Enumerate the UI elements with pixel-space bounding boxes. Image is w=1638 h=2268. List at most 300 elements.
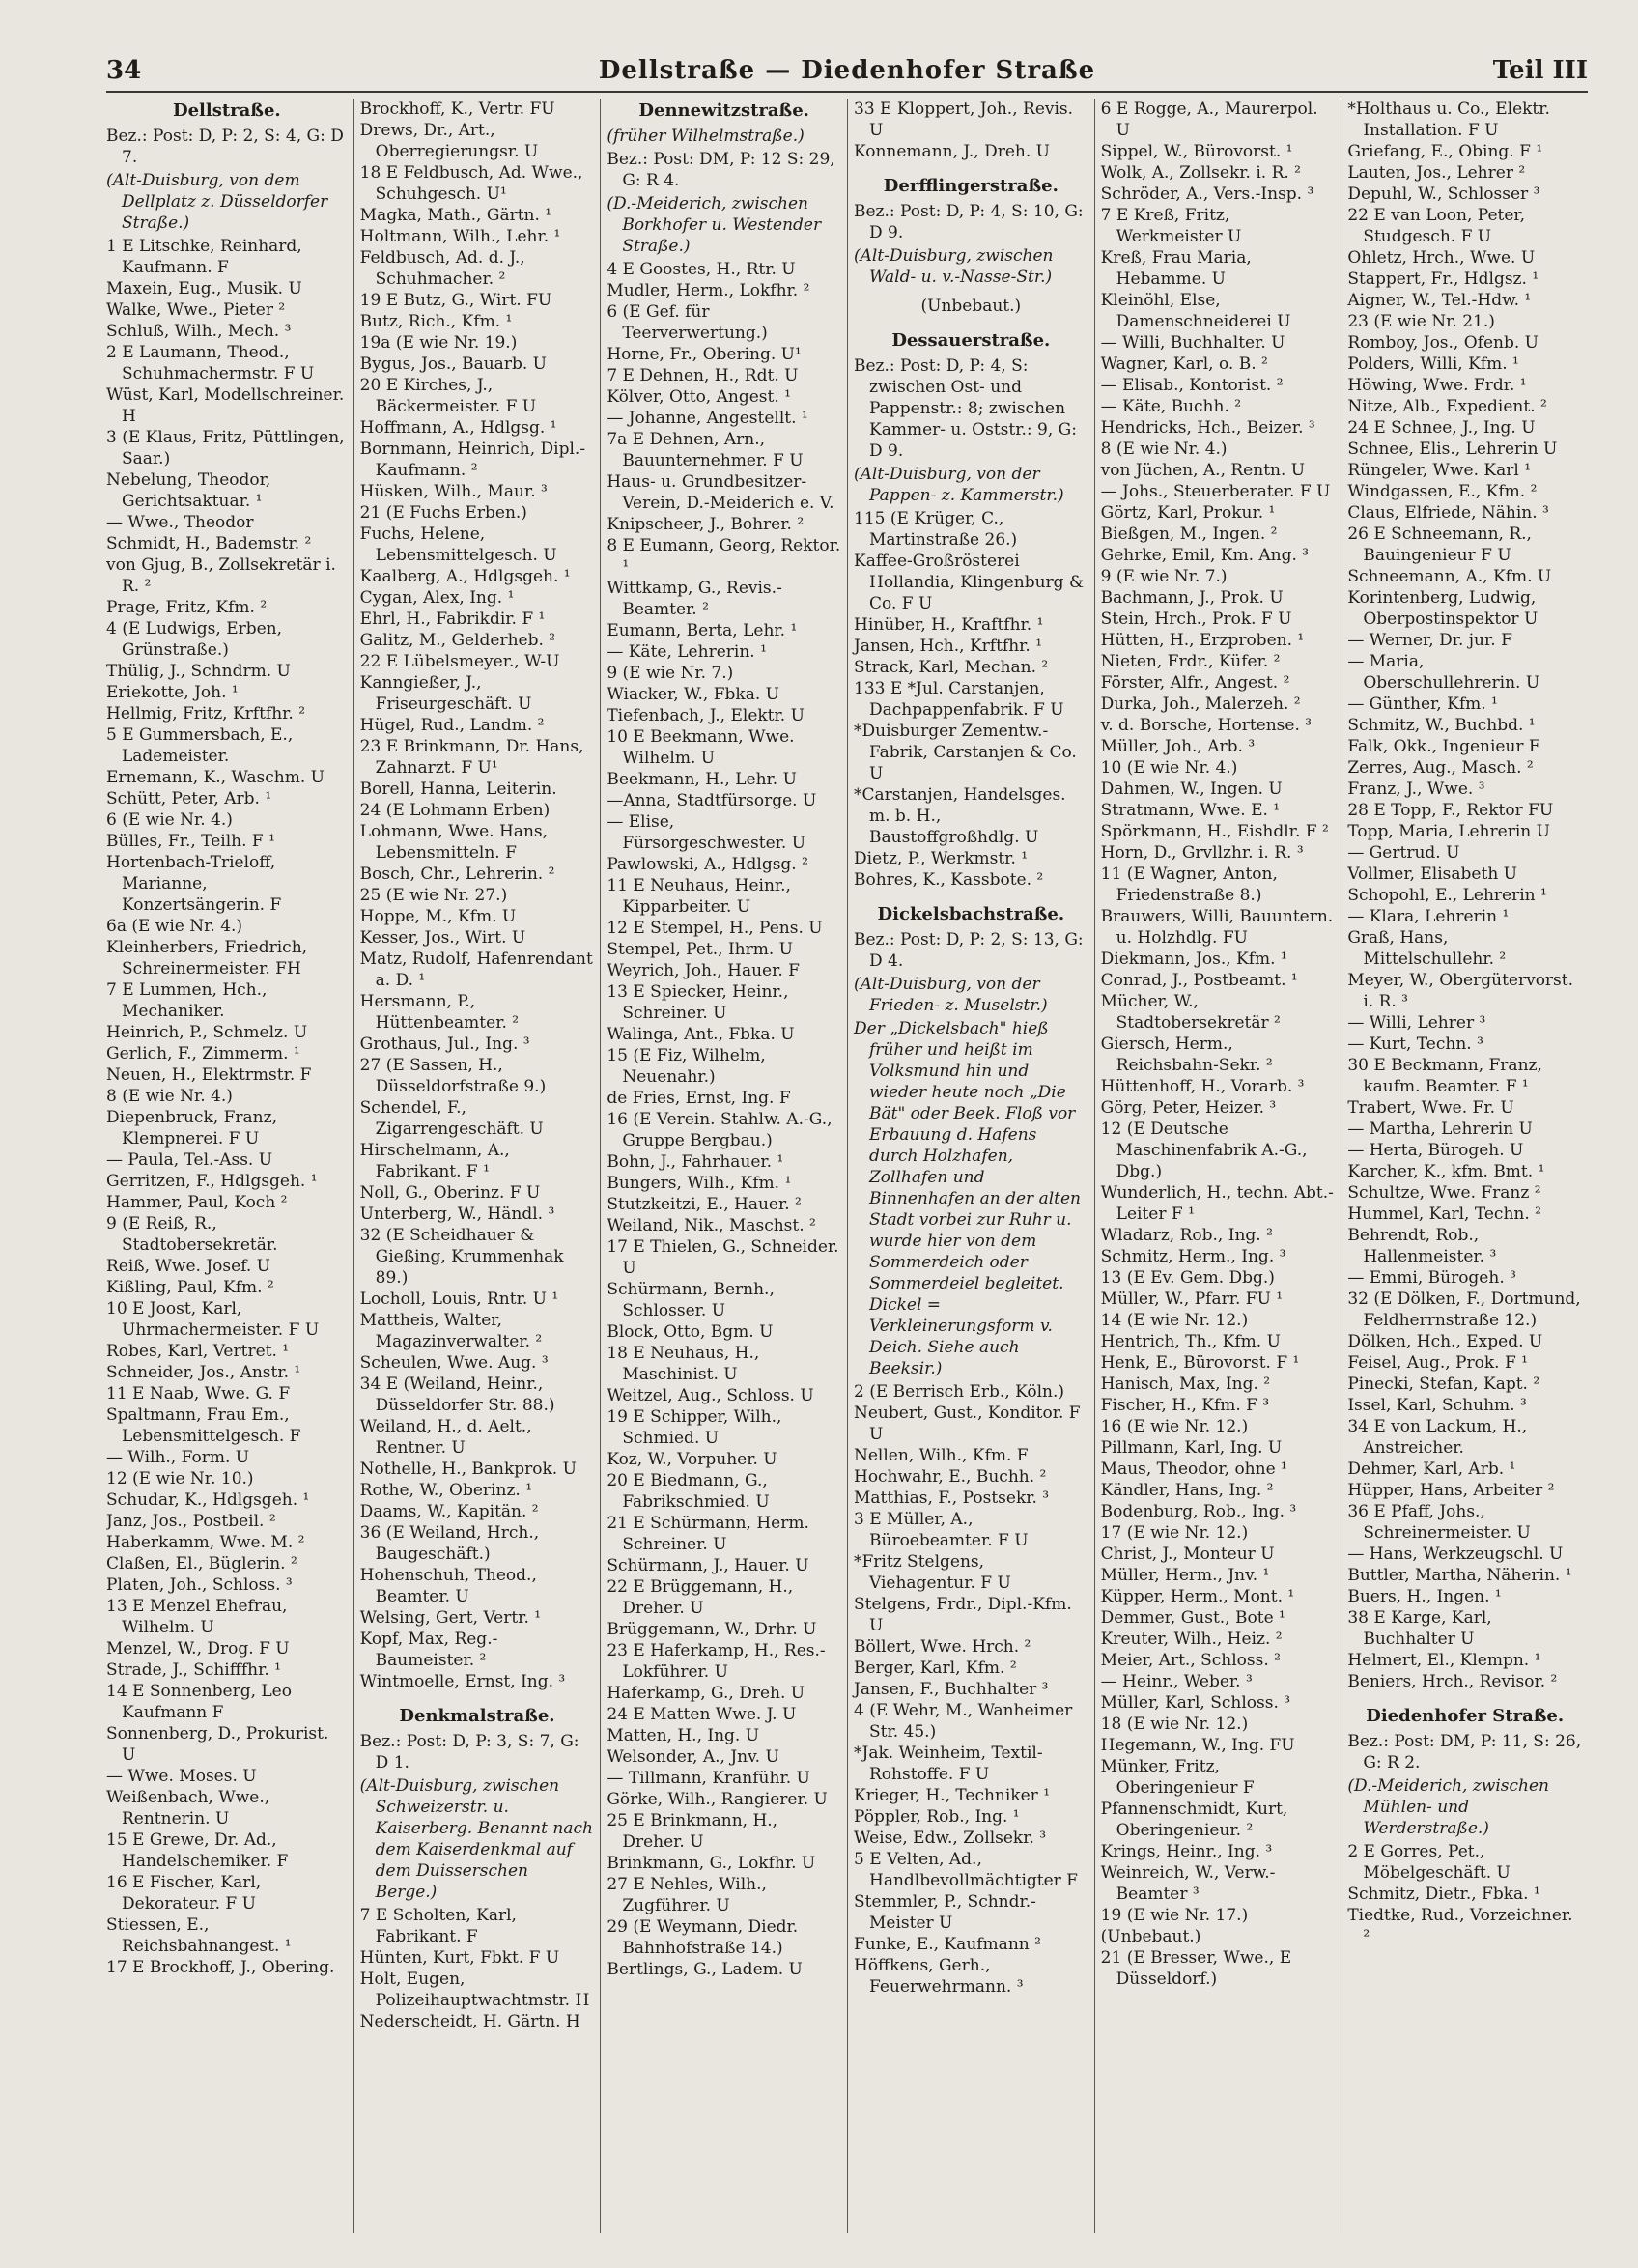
directory-entry: Schnee, Elis., Lehrerin U [1347,439,1558,459]
street-note: (früher Wilhelmstraße.) [607,127,805,146]
directory-entry: Böllert, Wwe. Hrch. ² [854,1637,1031,1657]
directory-entry: Block, Otto, Bgm. U [607,1322,774,1342]
directory-entry: Buers, H., Ingen. ¹ [1347,1587,1502,1606]
directory-entry: Magka, Math., Gärtn. ¹ [359,206,552,225]
directory-entry: Hendricks, Hch., Beizer. ³ [1100,418,1315,438]
directory-entry: Müller, W., Pfarr. FU ¹ [1100,1290,1284,1309]
directory-entry: Depuhl, W., Schlosser ³ [1347,184,1540,204]
directory-entry: Eumann, Berta, Lehr. ¹ [607,621,798,640]
directory-entry: 38 E Karge, Karl, Buchhalter U [1347,1608,1492,1649]
directory-entry: 4 (E Ludwigs, Erben, Grünstraße.) [106,619,283,660]
directory-entry: 29 (E Weymann, Diedr. Bahnhofstraße 14.) [607,1917,799,1958]
directory-entry: Tiefenbach, J., Elektr. U [607,706,805,725]
directory-entry: Pillmann, Karl, Ing. U [1100,1438,1283,1458]
directory-entry: *Jak. Weinheim, Textil-Rohstoffe. F U [854,1744,1043,1784]
directory-entry: von Jüchen, A., Rentn. U [1100,461,1306,480]
directory-entry: 7a E Dehnen, Arn., Bauunternehmer. F U [607,430,804,470]
directory-entry: *Fritz Stelgens, Viehagentur. F U [854,1552,1011,1593]
directory-entry: Meyer, W., Obergütervorst. i. R. ³ [1347,971,1574,1011]
directory-entry: — Elisab., Kontorist. ² [1100,376,1284,395]
directory-entry: 16 (E wie Nr. 12.) [1100,1417,1249,1436]
directory-entry: Pawlowski, A., Hdlgsg. ² [607,855,808,874]
street-note: (Alt-Duisburg, von der Frieden- z. Muselstr.) [854,975,1048,1015]
directory-entry: 13 E Menzel Ehefrau, Wilhelm. U [106,1597,288,1637]
directory-entry: Stein, Hrch., Prok. F U [1100,610,1292,629]
directory-entry: Locholl, Louis, Rntr. U ¹ [359,1290,559,1309]
directory-entry: — Maria, Oberschullehrerin. U [1347,652,1540,693]
directory-entry: Giersch, Herm., Reichsbahn-Sekr. ² [1100,1035,1273,1075]
directory-entry: Jansen, Hch., Krftfhr. ¹ [854,637,1043,656]
directory-entry: Müller, Herm., Jnv. ¹ [1100,1566,1270,1585]
directory-entry: (Unbebaut.) [1100,1927,1201,1946]
directory-entry: Strade, J., Schifffhr. ¹ [106,1660,281,1680]
directory-entry: Pinecki, Stefan, Kapt. ² [1347,1375,1540,1394]
directory-entry: — Wwe. Moses. U [106,1767,257,1786]
directory-entry: Holt, Eugen, Polizeihauptwachtmstr. H [359,1970,590,2010]
directory-entry: Brauwers, Willi, Bauuntern. u. Holzhdlg. FU [1100,907,1334,948]
directory-entry: Horne, Fr., Obering. U¹ [607,345,802,364]
directory-entry: Dehmer, Karl, Arb. ¹ [1347,1460,1516,1479]
directory-entry: Bornmann, Heinrich, Dipl.-Kaufmann. ² [359,439,586,480]
directory-entry: Maus, Theodor, ohne ¹ [1100,1460,1287,1479]
directory-entry: 9 (E Reiß, R., Stadtobersekretär. [106,1214,278,1255]
directory-entry: Bachmann, J., Prok. U [1100,588,1284,608]
directory-entry: Kopf, Max, Reg.-Baumeister. ² [359,1630,498,1670]
columns [106,99,1588,2233]
directory-entry: 26 E Schneemann, R., Bauingenieur F U [1347,524,1532,565]
directory-entry: — Klara, Lehrerin ¹ [1347,907,1510,926]
directory-entry: Unterberg, W., Händl. ³ [359,1205,555,1224]
directory-entry: Kaffee-Großrösterei Hollandia, Klingenburg & Co. F U [854,552,1085,613]
directory-entry: Höwing, Wwe. Frdr. ¹ [1347,376,1527,395]
directory-entry: — Kurt, Techn. ³ [1347,1035,1483,1054]
directory-entry: 24 E Schnee, J., Ing. U [1347,418,1536,438]
directory-entry: — Willi, Buchhalter. U [1100,333,1285,353]
directory-entry: Haferkamp, G., Dreh. U [607,1684,805,1703]
directory-entry: 11 E Naab, Wwe. G. F [106,1384,291,1403]
directory-entry: 13 (E Ev. Gem. Dbg.) [1100,1268,1275,1288]
directory-entry: Wagner, Karl, o. B. ² [1100,354,1268,374]
directory-entry: Krieger, H., Techniker ¹ [854,1786,1051,1805]
directory-entry: 5 E Velten, Ad., Handlbevollmächtigter F [854,1850,1078,1890]
directory-entry: Franz, J., Wwe. ³ [1347,780,1485,799]
page-header [106,50,1588,93]
directory-entry: 34 E (Weiland, Heinr., Düsseldorfer Str. 88.) [359,1375,555,1415]
directory-entry: Matten, H., Ing. U [607,1726,760,1745]
column-5 [1094,99,1341,2233]
directory-entry: Kreuter, Wilh., Heiz. ² [1100,1630,1283,1649]
directory-entry: Schultze, Wwe. Franz ² [1347,1183,1541,1203]
directory-entry: Neubert, Gust., Konditor. F U [854,1403,1081,1444]
directory-entry: Stratmann, Wwe. E. ¹ [1100,801,1281,820]
directory-entry: 22 E Brüggemann, H., Dreher. U [607,1577,794,1618]
directory-entry: Hentrich, Th., Kfm. U [1100,1332,1281,1351]
directory-entry: Hersmann, P., Hüttenbeamter. ² [359,992,520,1033]
directory-entry: Korintenberg, Ludwig, Oberpostinspektor U [1347,588,1539,629]
directory-entry: 24 (E Lohmann Erben) [359,801,551,820]
directory-entry: 115 (E Krüger, C., Martinstraße 26.) [854,509,1018,550]
directory-entry: Drews, Dr., Art., Oberregierungsr. U [359,121,539,161]
directory-entry: von Gjug, B., Zollsekretär i. R. ² [106,555,336,596]
directory-entry: Bez.: Post: DM, P: 12 S: 29, G: R 4. [607,150,835,190]
directory-entry: 16 (E Verein. Stahlw. A.-G., Gruppe Bergbau.) [607,1110,833,1150]
directory-entry: Görke, Wilh., Rangierer. U [607,1790,828,1809]
directory-entry: Bosch, Chr., Lehrerin. ² [359,865,555,884]
directory-entry: Schmidt, H., Bademstr. ² [106,534,312,553]
directory-entry: Kesser, Jos., Wirt. U [359,928,526,948]
directory-entry: 9 (E wie Nr. 7.) [607,664,734,683]
directory-entry: Schmitz, Herm., Ing. ³ [1100,1247,1286,1266]
directory-entry: — Elise, Fürsorgeschwester. U [607,812,806,853]
directory-entry: Schmitz, W., Buchbd. ¹ [1347,716,1536,735]
page-number: 34 [106,56,142,85]
directory-entry: 12 E Stempel, H., Pens. U [607,919,823,938]
directory-entry: Bez.: Post: D, P: 2, S: 13, G: D 4. [854,930,1084,971]
directory-entry: 18 E Neuhaus, H., Maschinist. U [607,1344,760,1384]
directory-entry: Spörkmann, H., Eishdlr. F ² [1100,822,1329,841]
directory-entry: de Fries, Ernst, Ing. F [607,1089,791,1108]
directory-entry: Knipscheer, J., Bohrer. ² [607,515,805,534]
directory-entry: Stemmler, P., Schndr.-Meister U [854,1892,1036,1933]
directory-entry: 4 (E Wehr, M., Wanheimer Str. 45.) [854,1701,1073,1742]
directory-entry: Strack, Karl, Mechan. ² [854,658,1049,677]
directory-entry: Horn, D., Grvllzhr. i. R. ³ [1100,843,1304,863]
directory-page [106,50,1588,2233]
directory-entry: Heinrich, P., Schmelz. U [106,1023,308,1042]
directory-entry: 10 E Joost, Karl, Uhrmachermeister. F U [106,1299,320,1340]
directory-entry: Polders, Willi, Kfm. ¹ [1347,354,1519,374]
directory-entry: Kölver, Otto, Angest. ¹ [607,387,791,407]
directory-entry: Romboy, Jos., Ofenb. U [1347,333,1539,353]
directory-entry: Lauten, Jos., Lehrer ² [1347,163,1526,183]
directory-entry: 32 (E Dölken, F., Dortmund, Feldherrnstraße 12.) [1347,1290,1581,1330]
directory-entry: Kändler, Hans, Ing. ² [1100,1481,1274,1500]
directory-entry: Bez.: Post: D, P: 2, S: 4, G: D 7. [106,127,344,167]
directory-entry: Nieten, Frdr., Küfer. ² [1100,652,1281,671]
page-part: Teil III [1492,56,1588,85]
directory-entry: 7 E Dehnen, H., Rdt. U [607,366,799,385]
directory-entry: — Willi, Lehrer ³ [1347,1013,1486,1033]
directory-entry: Kleinherbers, Friedrich, Schreinermeister. FH [106,938,308,978]
directory-entry: Koz, W., Vorpuher. U [607,1450,777,1469]
directory-entry: Bez.: Post: D, P: 3, S: 7, G: D 1. [359,1732,579,1772]
directory-entry: Hüpper, Hans, Arbeiter ² [1347,1481,1555,1500]
directory-entry: 17 (E wie Nr. 12.) [1100,1523,1249,1543]
directory-entry: 20 E Kirches, J., Bäckermeister. F U [359,376,537,416]
directory-entry: Fuchs, Helene, Lebensmittelgesch. U [359,524,557,565]
directory-entry: *Carstanjen, Handelsges. m. b. H., Baustoffgroßhdlg. U [854,785,1066,847]
directory-entry: Schröder, A., Vers.-Insp. ³ [1100,184,1314,204]
street-heading: Denkmalstraße. [399,1706,555,1726]
directory-entry: — Werner, Dr. jur. F [1347,631,1512,650]
directory-entry: Butz, Rich., Kfm. ¹ [359,312,513,331]
directory-entry: Bohn, J., Fahrhauer. ¹ [607,1152,784,1172]
directory-entry: Pfannenschmidt, Kurt, Oberingenieur. ² [1100,1800,1288,1840]
directory-entry: Dahmen, W., Ingen. U [1100,780,1283,799]
directory-entry: Weitzel, Aug., Schloss. U [607,1386,814,1405]
directory-entry: Wüst, Karl, Modellschreiner. H [106,385,345,426]
directory-entry: 9 (E wie Nr. 7.) [1100,567,1228,586]
directory-entry: 23 E Haferkamp, H., Res.-Lokführer. U [607,1641,826,1682]
directory-entry: Daams, W., Kapitän. ² [359,1502,539,1521]
street-heading: Diedenhofer Straße. [1366,1706,1565,1726]
directory-entry: 6 (E Gef. für Teerverwertung.) [607,302,768,343]
directory-entry: v. d. Borsche, Hortense. ³ [1100,716,1313,735]
directory-entry: Windgassen, E., Kfm. ² [1347,482,1538,501]
column-2 [353,99,601,2233]
directory-entry: 28 E Topp, F., Rektor FU [1347,801,1554,820]
directory-entry: Haberkamm, Wwe. M. ² [106,1533,305,1552]
directory-entry: 10 E Beekmann, Wwe. Wilhelm. U [607,727,795,768]
directory-entry: 5 E Gummersbach, E., Lademeister. [106,725,294,766]
directory-entry: Griefang, E., Obing. F ¹ [1347,142,1543,161]
directory-entry: — Johs., Steuerberater. F U [1100,482,1331,501]
directory-entry: 16 E Fischer, Karl, Dekorateur. F U [106,1873,262,1914]
directory-entry: Müller, Karl, Schloss. ³ [1100,1693,1291,1713]
directory-entry: Kleinöhl, Else, Damenschneiderei U [1100,291,1291,331]
street-note: (Alt-Duisburg, zwischen Schweizerstr. u. Kaiserberg. Benannt nach dem Kaiserdenkmal auf dem Duisserschen Berge.) [359,1776,593,1902]
directory-entry: Welsonder, A., Jnv. U [607,1747,779,1767]
directory-entry: 8 (E wie Nr. 4.) [1100,439,1228,459]
directory-entry: Kreß, Frau Maria, Hebamme. U [1100,248,1252,289]
directory-entry: Hochwahr, E., Buchh. ² [854,1467,1047,1487]
directory-entry: Bohres, K., Kassbote. ² [854,870,1044,890]
directory-entry: Ohletz, Hrch., Wwe. U [1347,248,1536,268]
directory-entry: Fischer, H., Kfm. F ³ [1100,1396,1270,1415]
directory-entry: Förster, Alfr., Angest. ² [1100,673,1290,693]
directory-entry: Aigner, W., Tel.-Hdw. ¹ [1347,291,1532,310]
directory-entry: Hirschelmann, A., Fabrikant. F ¹ [359,1141,510,1181]
directory-entry: Hortenbach-Trieloff, Marianne, Konzertsängerin. F [106,853,282,915]
directory-entry: — Tillmann, Kranführ. U [607,1769,810,1788]
street-heading: Dickelsbachstraße. [877,904,1065,924]
directory-entry: 21 (E Bresser, Wwe., E Düsseldorf.) [1100,1948,1292,1989]
directory-entry: 7 E Lummen, Hch., Mechaniker. [106,980,268,1021]
directory-entry: 8 E Eumann, Georg, Rektor. ¹ [607,536,841,577]
directory-entry: Bez.: Post: DM, P: 11, S: 26, G: R 2. [1347,1732,1582,1772]
column-3 [600,99,847,2233]
directory-entry: 6 (E wie Nr. 4.) [106,810,233,830]
directory-entry: Janz, Jos., Postbeil. ² [106,1512,276,1531]
directory-entry: Borell, Hanna, Leiterin. [359,780,557,799]
directory-entry: Scheulen, Wwe. Aug. ³ [359,1353,549,1373]
directory-entry: — Gertrud. U [1347,843,1460,863]
directory-entry: 34 E von Lackum, H., Anstreicher. [1347,1417,1528,1458]
directory-entry: Kißling, Paul, Kfm. ² [106,1278,274,1297]
directory-entry: Mudler, Herm., Lokfhr. ² [607,281,810,300]
directory-entry: 18 E Feldbusch, Ad. Wwe., Schuhgesch. U¹ [359,163,583,204]
directory-entry: 6a (E wie Nr. 4.) [106,917,243,936]
directory-entry: Cygan, Alex, Ing. ¹ [359,588,515,608]
directory-entry: 27 (E Sassen, H., Düsseldorfstraße 9.) [359,1056,547,1096]
directory-entry: 21 (E Fuchs Erben.) [359,503,527,523]
directory-entry: Holtmann, Wilh., Lehr. ¹ [359,227,561,246]
directory-entry: Nothelle, H., Bankprok. U [359,1460,577,1479]
directory-entry: 2 E Gorres, Pet., Möbelgeschäft. U [1347,1842,1511,1883]
directory-entry: 19 E Schipper, Wilh., Schmied. U [607,1407,782,1448]
directory-entry: 11 (E Wagner, Anton, Friedenstraße 8.) [1100,865,1278,905]
directory-entry: Zerres, Aug., Masch. ² [1347,758,1534,778]
directory-entry: Gerritzen, F., Hdlgsgeh. ¹ [106,1172,318,1191]
directory-entry: Funke, E., Kaufmann ² [854,1935,1041,1954]
directory-entry: Münker, Fritz, Oberingenieur F [1100,1757,1255,1798]
directory-entry: Topp, Maria, Lehrerin U [1347,822,1550,841]
directory-entry: Weißenbach, Wwe., Rentnerin. U [106,1788,270,1829]
directory-entry: Hoppe, M., Kfm. U [359,907,517,926]
directory-entry: 2 E Laumann, Theod., Schuhmachermstr. F U [106,343,315,383]
street-heading: Dennewitzstraße. [638,100,809,121]
directory-entry: Schopohl, E., Lehrerin ¹ [1347,886,1547,905]
street-note: (Alt-Duisburg, von der Pappen- z. Kammerstr.) [854,465,1064,505]
directory-entry: Schürmann, Bernh., Schlosser. U [607,1280,775,1320]
directory-entry: 19 (E wie Nr. 17.) [1100,1906,1249,1925]
directory-entry: 3 E Müller, A., Büroebeamter. F U [854,1510,1029,1550]
directory-entry: Hügel, Rud., Landm. ² [359,716,545,735]
directory-entry: Henk, E., Bürovorst. F ¹ [1100,1353,1300,1373]
directory-entry: 32 (E Scheidhauer & Gießing, Krummenhak 89.) [359,1226,564,1288]
directory-entry: —Anna, Stadtfürsorge. U [607,791,817,810]
directory-entry: Stiessen, E., Reichsbahnangest. ¹ [106,1915,292,1956]
directory-entry: 17 E Thielen, G., Schneider. U [607,1237,839,1278]
directory-entry: Bülles, Fr., Teilh. F ¹ [106,832,275,851]
directory-entry: Küpper, Herm., Mont. ¹ [1100,1587,1295,1606]
street-note: (D.-Meiderich, zwischen Mühlen- und Werderstraße.) [1347,1776,1549,1838]
directory-entry: Welsing, Gert, Vertr. ¹ [359,1608,542,1628]
directory-entry: Hütten, H., Erzproben. ¹ [1100,631,1305,650]
directory-entry: Galitz, M., Gelderheb. ² [359,631,556,650]
directory-entry: Höffkens, Gerh., Feuerwehrmann. ³ [854,1956,1024,1997]
directory-entry: Vollmer, Elisabeth U [1347,865,1517,884]
directory-entry: 14 (E wie Nr. 12.) [1100,1311,1249,1330]
directory-entry: Mücher, W., Stadtobersekretär ² [1100,992,1281,1033]
directory-entry: — Emmi, Bürogeh. ³ [1347,1268,1516,1288]
directory-entry: Noll, G., Oberinz. F U [359,1183,541,1203]
directory-entry: Nebelung, Theodor, Gerichtsaktuar. ¹ [106,470,271,511]
directory-entry: Bez.: Post: D, P: 4, S: zwischen Ost- und Pappenstr.: 8; zwischen Kammer- u. Oststr.: 9, G: D 9. [854,356,1077,461]
directory-entry: Falk, Okk., Ingenieur F [1347,737,1540,756]
directory-entry: Matthias, F., Postsekr. ³ [854,1488,1050,1508]
directory-entry: 22 E van Loon, Peter, Studgesch. F U [1347,206,1526,246]
street-heading: Dellstraße. [172,100,281,121]
directory-entry: Robes, Karl, Vertret. ¹ [106,1342,290,1361]
directory-entry: Wittkamp, G., Revis.-Beamter. ² [607,579,782,619]
directory-entry: Hüttenhoff, H., Vorarb. ³ [1100,1077,1305,1096]
street-heading: Derfflingerstraße. [883,176,1059,196]
directory-entry: 14 E Sonnenberg, Leo Kaufmann F [106,1682,292,1722]
directory-entry: 11 E Neuhaus, Heinr., Kipparbeiter. U [607,876,791,917]
directory-entry: Grothaus, Jul., Ing. ³ [359,1035,530,1054]
directory-entry: 27 E Nehles, Wilh., Zugführer. U [607,1875,767,1915]
directory-entry: 8 (E wie Nr. 4.) [106,1087,233,1106]
directory-entry: 7 E Kreß, Fritz, Werkmeister U [1100,206,1242,246]
directory-entry: Platen, Joh., Schloss. ³ [106,1575,293,1595]
directory-entry: — Käte, Lehrerin. ¹ [607,642,767,662]
directory-entry: Schneemann, A., Kfm. U [1347,567,1552,586]
directory-entry: 12 (E wie Nr. 10.) [106,1469,254,1488]
directory-entry: Hellmig, Fritz, Krftfhr. ² [106,704,306,723]
directory-entry: Görtz, Karl, Prokur. ¹ [1100,503,1276,523]
street-note: Der „Dickelsbach" hieß früher und heißt im Volksmund hin und wieder heute noch „Die Bät" oder Beek. Floß vor Erbauung d. Hafens durch Holzhafen, Zollhafen und Binnenhafen an der alten Stadt vorbei zur Ruhr u. wurde hier von dem Sommerdeich oder Sommerdeiel begleitet. Dickel = Verkleinerungsform v. Deich. Siehe auch Beeksir.) [854,1019,1081,1378]
directory-entry: — Günther, Kfm. ¹ [1347,695,1498,714]
directory-entry: Nitze, Alb., Expedient. ² [1347,397,1547,416]
directory-entry: Hoffmann, A., Hdlgsg. ¹ [359,418,557,438]
directory-entry: Diepenbruck, Franz, Klempnerei. F U [106,1108,277,1148]
directory-entry: Pöppler, Rob., Ing. ¹ [854,1807,1020,1827]
directory-entry: Brockhoff, K., Vertr. FU [359,99,555,119]
street-note: (Unbebaut.) [920,297,1022,316]
directory-entry: Feldbusch, Ad. d. J., Schuhmacher. ² [359,248,525,289]
directory-entry: Weiland, H., d. Aelt., Rentner. U [359,1417,532,1458]
directory-entry: Hegemann, W., Ing. FU [1100,1736,1295,1755]
directory-entry: — Heinr., Weber. ³ [1100,1672,1253,1691]
directory-entry: Schürmann, J., Hauer. U [607,1556,809,1575]
directory-entry: Rothe, W., Oberinz. ¹ [359,1481,533,1500]
directory-entry: 13 E Spiecker, Heinr., Schreiner. U [607,982,789,1023]
directory-entry: Bießgen, M., Ingen. ² [1100,524,1278,544]
directory-entry: 7 E Scholten, Karl, Fabrikant. F [359,1906,517,1946]
directory-entry: *Duisburger Zementw.-Fabrik, Carstanjen & Co. U [854,722,1077,783]
directory-entry: Ernemann, K., Waschm. U [106,768,325,787]
directory-entry: Wintmoelle, Ernst, Ing. ³ [359,1672,566,1691]
directory-entry: 21 E Schürmann, Herm. Schreiner. U [607,1514,809,1554]
column-6 [1341,99,1588,2233]
directory-entry: Thülig, J., Schndrm. U [106,662,291,681]
directory-entry: Weiland, Nik., Maschst. ² [607,1216,816,1235]
directory-entry: Maxein, Eug., Musik. U [106,279,302,298]
directory-entry: Hammer, Paul, Koch ² [106,1193,288,1212]
directory-entry: Stelgens, Frdr., Dipl.-Kfm. U [854,1595,1072,1635]
directory-entry: Wiacker, W., Fbka. U [607,685,779,704]
directory-entry: 19 E Butz, G., Wirt. FU [359,291,552,310]
directory-entry: Hohenschuh, Theod., Beamter. U [359,1566,537,1606]
directory-entry: Spaltmann, Frau Em., Lebensmittelgesch. F [106,1405,301,1446]
directory-entry: Brinkmann, G., Lokfhr. U [607,1854,816,1873]
directory-entry: Walke, Wwe., Pieter ² [106,300,286,320]
directory-entry: Stutzkeitzi, E., Hauer. ² [607,1195,802,1214]
directory-entry: — Herta, Bürogeh. U [1347,1141,1524,1160]
directory-entry: 12 (E Deutsche Maschinenfabrik A.-G., Dbg.) [1100,1120,1308,1181]
directory-entry: Brüggemann, W., Drhr. U [607,1620,817,1639]
directory-entry: Weise, Edw., Zollsekr. ³ [854,1829,1047,1848]
directory-entry: Hinüber, H., Kraftfhr. ¹ [854,615,1044,635]
directory-entry: Schluß, Wilh., Mech. ³ [106,322,292,341]
street-note: (Alt-Duisburg, von dem Dellplatz z. Düsseldorfer Straße.) [106,171,328,233]
directory-entry: 25 E Brinkmann, H., Dreher. U [607,1811,778,1852]
directory-entry: Gehrke, Emil, Km. Ang. ³ [1100,546,1310,565]
directory-entry: Buttler, Martha, Näherin. ¹ [1347,1566,1572,1585]
directory-entry: 10 (E wie Nr. 4.) [1100,758,1238,778]
directory-entry: Ehrl, H., Fabrikdir. F ¹ [359,610,546,629]
directory-entry: Wladarz, Rob., Ing. ² [1100,1226,1273,1245]
directory-entry: 20 E Biedmann, G., Fabrikschmied. U [607,1471,770,1512]
directory-entry: Berger, Karl, Kfm. ² [854,1658,1017,1678]
directory-entry: Bez.: Post: D, P: 4, S: 10, G: D 9. [854,202,1084,242]
directory-entry: — Martha, Lehrerin U [1347,1120,1533,1139]
directory-entry: Christ, J., Monteur U [1100,1545,1275,1564]
directory-entry: Neuen, H., Elektrmstr. F [106,1065,312,1085]
street-note: (D.-Meiderich, zwischen Borkhofer u. Westender Straße.) [607,194,822,256]
directory-entry: Lohmann, Wwe. Hans, Lebensmitteln. F [359,822,549,863]
directory-entry: — Paula, Tel.-Ass. U [106,1150,273,1170]
street-heading: Dessauerstraße. [891,330,1051,351]
directory-entry: Trabert, Wwe. Fr. U [1347,1098,1514,1118]
directory-entry: Schütt, Peter, Arb. ¹ [106,789,272,808]
directory-entry: — Johanne, Angestellt. ¹ [607,409,808,428]
directory-entry: 36 (E Weiland, Hrch., Baugeschäft.) [359,1523,540,1564]
directory-entry: Sippel, W., Bürovorst. ¹ [1100,142,1293,161]
directory-entry: Schmitz, Dietr., Fbka. ¹ [1347,1885,1540,1904]
directory-entry: Diekmann, Jos., Kfm. ¹ [1100,950,1287,969]
